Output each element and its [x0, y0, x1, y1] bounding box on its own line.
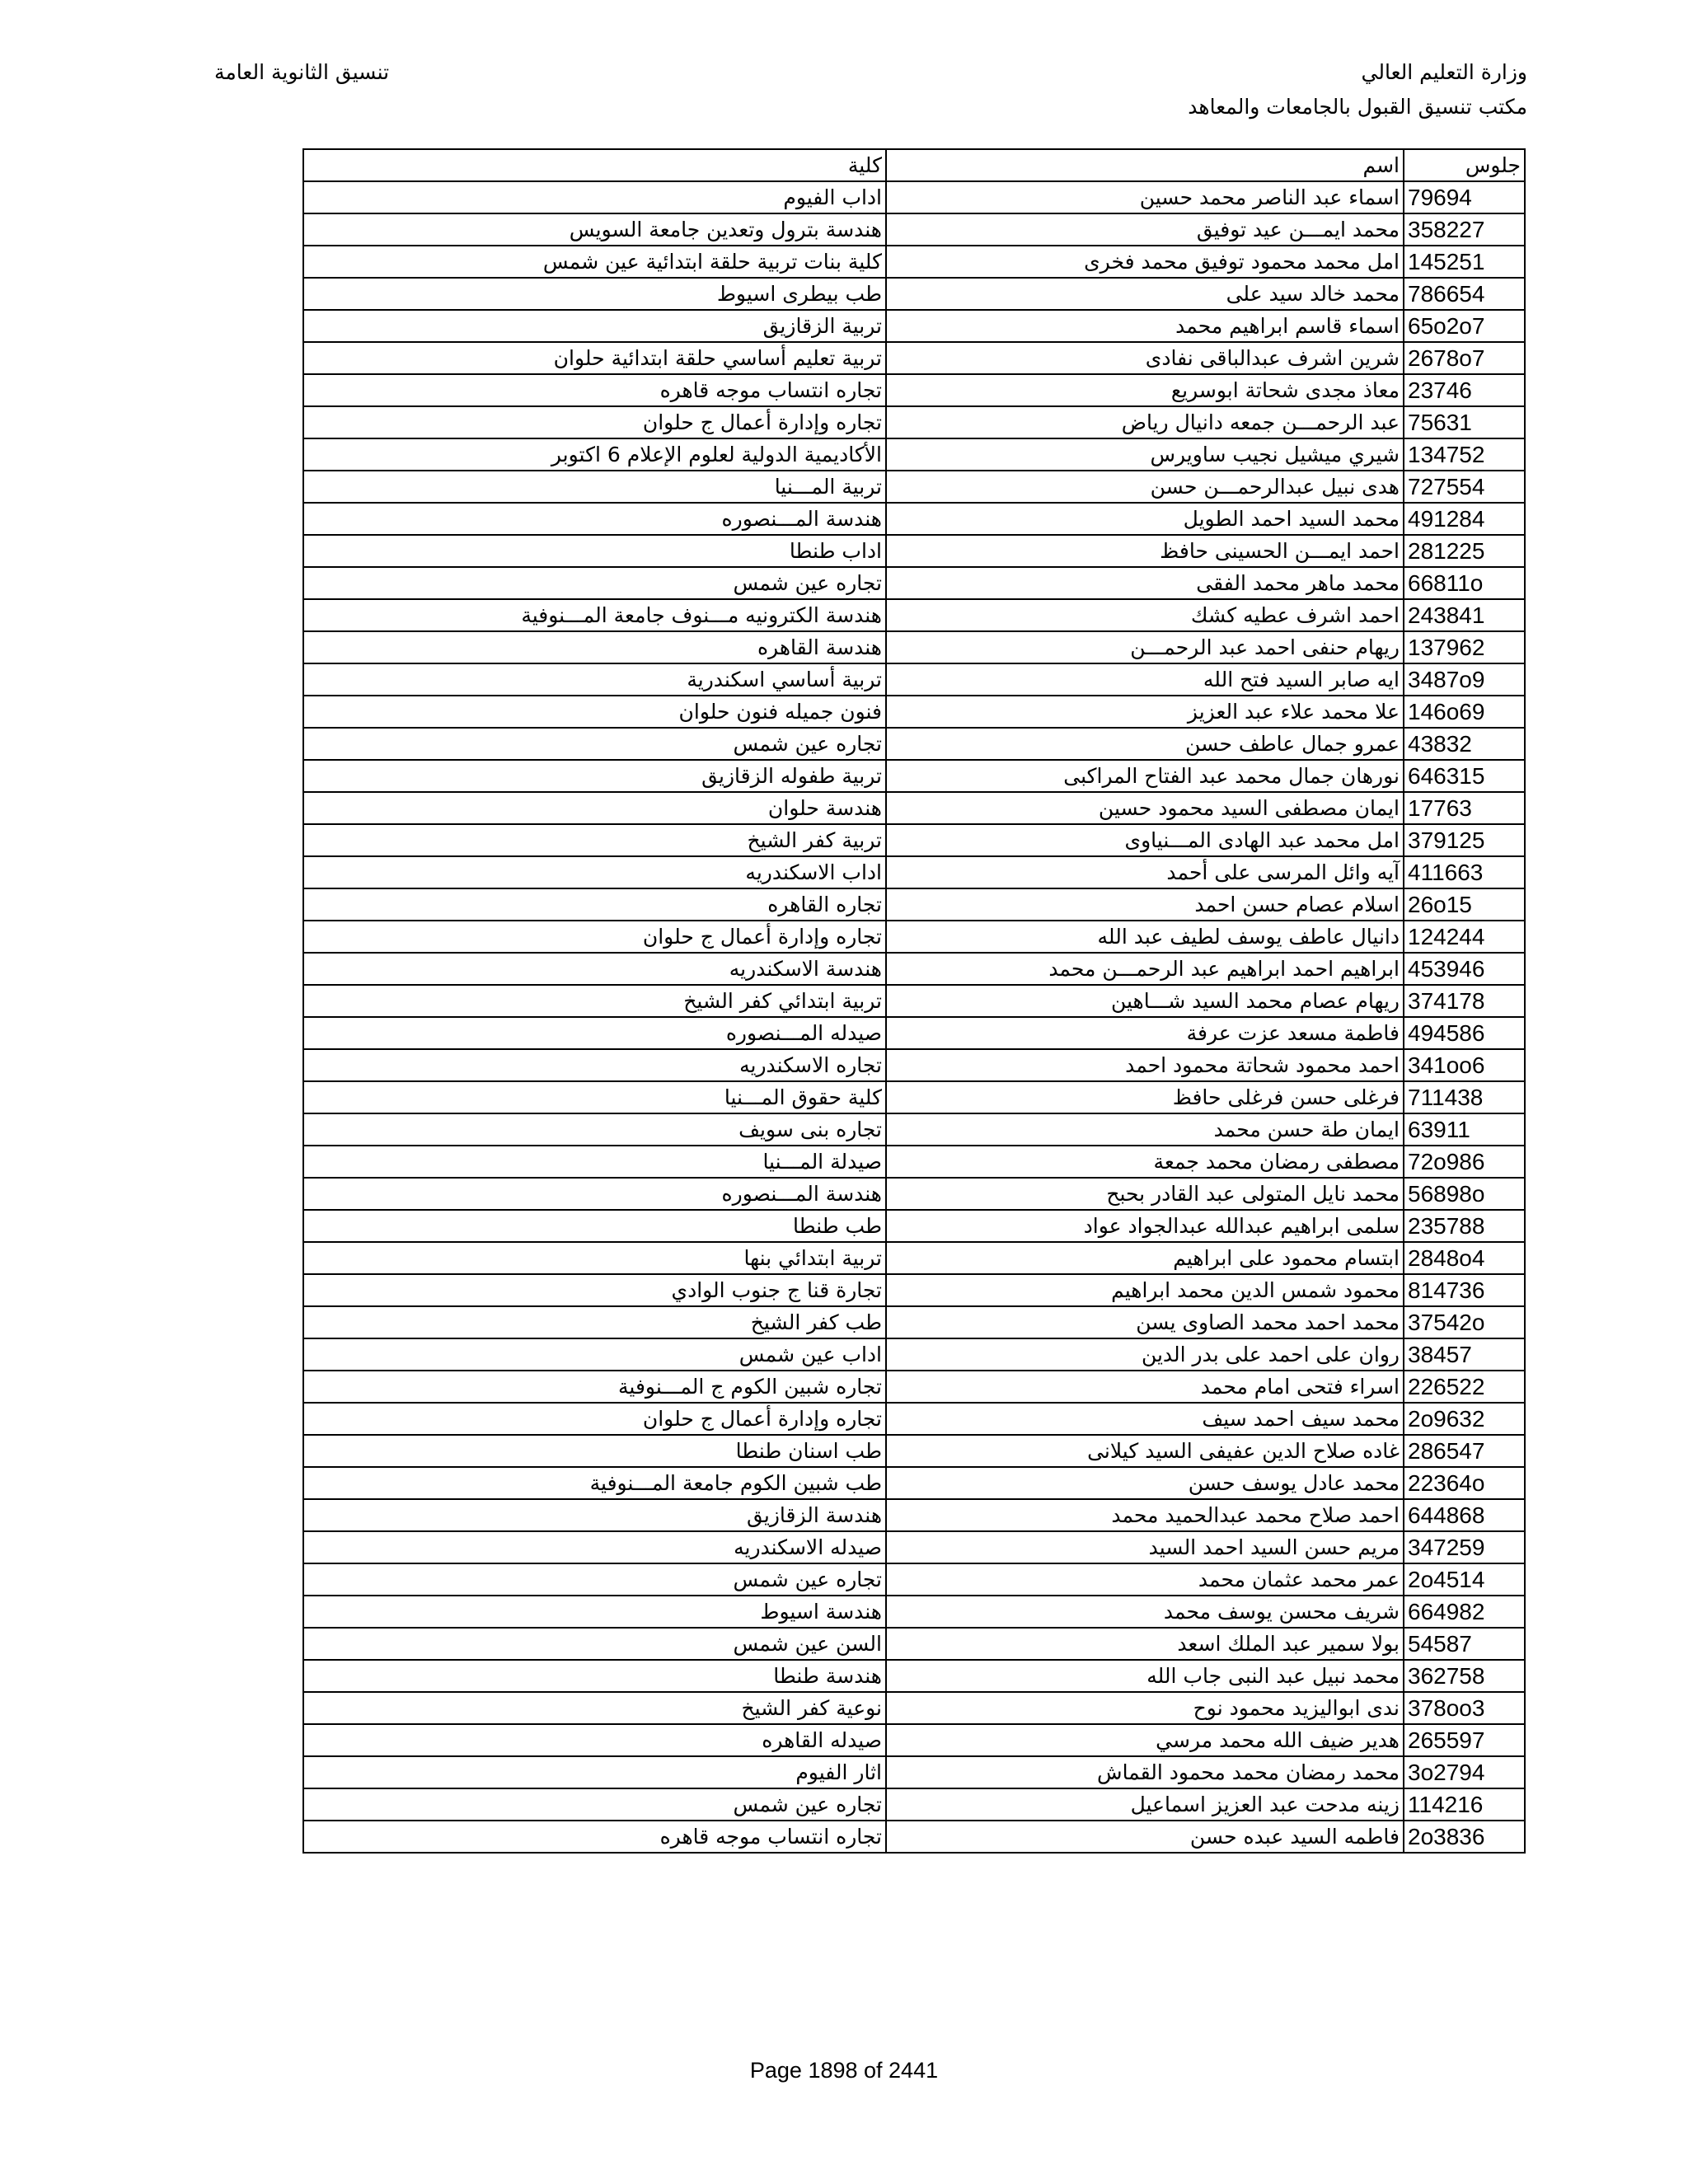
- student-name-cell: عمرو جمال عاطف حسن: [886, 728, 1404, 760]
- faculty-cell: اداب عين شمس: [303, 1338, 886, 1371]
- column-header-name: اسم: [886, 149, 1404, 181]
- student-name-cell: ابراهيم احمد ابراهيم عبد الرحمـــن محمد: [886, 953, 1404, 985]
- table-row: [303, 342, 1525, 374]
- student-name-cell: محمد خالد سيد على: [886, 278, 1404, 310]
- table-row: [303, 1821, 1525, 1853]
- seat-number-cell: 134752: [1404, 438, 1525, 471]
- faculty-cell: تربية أساسي اسكندرية: [303, 663, 886, 696]
- seat-number-cell: 286547: [1404, 1435, 1525, 1467]
- faculty-cell: صيدله الاسكندريه: [303, 1531, 886, 1563]
- student-name-cell: عمر محمد عثمان محمد: [886, 1563, 1404, 1596]
- seat-number-cell: 664982: [1404, 1596, 1525, 1628]
- student-name-cell: محمد ايمـــن عيد توفيق: [886, 213, 1404, 246]
- seat-number-cell: 17763: [1404, 792, 1525, 824]
- faculty-cell: طب بيطرى اسيوط: [303, 278, 886, 310]
- table-row: [303, 503, 1525, 535]
- student-name-cell: اسماء قاسم ابراهيم محمد: [886, 310, 1404, 342]
- faculty-cell: تجاره عين شمس: [303, 1563, 886, 1596]
- table-row: [303, 1113, 1525, 1146]
- seat-number-cell: 494586: [1404, 1017, 1525, 1049]
- seat-number-cell: 54587: [1404, 1628, 1525, 1660]
- faculty-cell: طب اسنان طنطا: [303, 1435, 886, 1467]
- seat-number-cell: 646315: [1404, 760, 1525, 792]
- faculty-cell: تجاره وإدارة أعمال ج حلوان: [303, 1403, 886, 1435]
- table-row: [303, 1146, 1525, 1178]
- faculty-cell: تجاره شبين الكوم ج المـــنوفية: [303, 1371, 886, 1403]
- seat-number-cell: 378oo3: [1404, 1692, 1525, 1724]
- column-header-seat: جلوس: [1404, 149, 1525, 181]
- faculty-cell: كلية بنات تربية حلقة ابتدائية عين شمس: [303, 246, 886, 278]
- table-row: [303, 1210, 1525, 1242]
- table-row: [303, 1563, 1525, 1596]
- seat-number-cell: 23746: [1404, 374, 1525, 406]
- faculty-cell: فنون جميله فنون حلوان: [303, 696, 886, 728]
- table-row: [303, 921, 1525, 953]
- student-name-cell: نورهان جمال محمد عبد الفتاح المراكبى: [886, 760, 1404, 792]
- faculty-cell: تجاره عين شمس: [303, 567, 886, 599]
- table-row: [303, 1274, 1525, 1306]
- faculty-cell: اداب الاسكندريه: [303, 856, 886, 888]
- table-row: [303, 824, 1525, 856]
- seat-number-cell: 265597: [1404, 1724, 1525, 1756]
- faculty-cell: تربية طفوله الزقازيق: [303, 760, 886, 792]
- faculty-cell: هندسة المـــنصوره: [303, 1178, 886, 1210]
- student-name-cell: غاده صلاح الدين عفيفى السيد كيلانى: [886, 1435, 1404, 1467]
- seat-number-cell: 37542o: [1404, 1306, 1525, 1338]
- seat-number-cell: 814736: [1404, 1274, 1525, 1306]
- faculty-cell: اثار الفيوم: [303, 1756, 886, 1788]
- faculty-cell: تجاره انتساب موجه قاهره: [303, 374, 886, 406]
- student-name-cell: محمود شمس الدين محمد ابراهيم: [886, 1274, 1404, 1306]
- faculty-cell: هندسة الاسكندريه: [303, 953, 886, 985]
- table-row: [303, 1467, 1525, 1499]
- document-title: تنسيق الثانوية العامة: [214, 60, 390, 84]
- faculty-cell: هندسة القاهره: [303, 631, 886, 663]
- faculty-cell: اداب طنطا: [303, 535, 886, 567]
- faculty-cell: هندسة اسيوط: [303, 1596, 886, 1628]
- faculty-cell: هندسة حلوان: [303, 792, 886, 824]
- seat-number-cell: 66811o: [1404, 567, 1525, 599]
- faculty-cell: تجاره عين شمس: [303, 728, 886, 760]
- seat-number-cell: 491284: [1404, 503, 1525, 535]
- table-row: [303, 213, 1525, 246]
- student-name-cell: محمد سيف احمد سيف: [886, 1403, 1404, 1435]
- faculty-cell: هندسة الكترونيه مـــنوف جامعة المـــنوفية: [303, 599, 886, 631]
- student-name-cell: علا محمد علاء عبد العزيز: [886, 696, 1404, 728]
- seat-number-cell: 2o4514: [1404, 1563, 1525, 1596]
- student-name-cell: محمد ماهر محمد الفقى: [886, 567, 1404, 599]
- seat-number-cell: 347259: [1404, 1531, 1525, 1563]
- faculty-cell: تجاره عين شمس: [303, 1788, 886, 1821]
- faculty-cell: تجاره وإدارة أعمال ج حلوان: [303, 921, 886, 953]
- seat-number-cell: 362758: [1404, 1660, 1525, 1692]
- table-row: [303, 1081, 1525, 1113]
- table-row: [303, 1178, 1525, 1210]
- faculty-cell: صيدلة المـــنيا: [303, 1146, 886, 1178]
- seat-number-cell: 453946: [1404, 953, 1525, 985]
- table-row: [303, 246, 1525, 278]
- table-row: [303, 1371, 1525, 1403]
- student-name-cell: ريهام حنفى احمد عبد الرحمـــن: [886, 631, 1404, 663]
- student-name-cell: محمد رمضان محمد محمود القماش: [886, 1756, 1404, 1788]
- faculty-cell: كلية حقوق المـــنيا: [303, 1081, 886, 1113]
- student-name-cell: فرغلى حسن فرغلى حافظ: [886, 1081, 1404, 1113]
- faculty-cell: هندسة طنطا: [303, 1660, 886, 1692]
- table-row: [303, 1403, 1525, 1435]
- faculty-cell: اداب الفيوم: [303, 181, 886, 213]
- seat-number-cell: 786654: [1404, 278, 1525, 310]
- faculty-cell: تجارة قنا ج جنوب الوادي: [303, 1274, 886, 1306]
- seat-number-cell: 2678o7: [1404, 342, 1525, 374]
- student-name-cell: شرين اشرف عبدالباقى نفادى: [886, 342, 1404, 374]
- student-name-cell: امل محمد محمود توفيق محمد فخرى: [886, 246, 1404, 278]
- faculty-cell: تربية الزقازيق: [303, 310, 886, 342]
- faculty-cell: طب كفر الشيخ: [303, 1306, 886, 1338]
- ministry-title: وزارة التعليم العالي: [1361, 60, 1527, 84]
- student-name-cell: معاذ مجدى شحاتة ابوسريع: [886, 374, 1404, 406]
- student-name-cell: مريم حسن السيد احمد السيد: [886, 1531, 1404, 1563]
- faculty-cell: صيدله القاهره: [303, 1724, 886, 1756]
- student-name-cell: هدى نبيل عبدالرحمـــن حسن: [886, 471, 1404, 503]
- results-table-body: [303, 149, 1525, 1853]
- table-row: [303, 1628, 1525, 1660]
- student-name-cell: احمد ايمـــن الحسينى حافظ: [886, 535, 1404, 567]
- student-name-cell: روان على احمد على بدر الدين: [886, 1338, 1404, 1371]
- faculty-cell: تربية المـــنيا: [303, 471, 886, 503]
- student-name-cell: احمد محمود شحاتة محمود احمد: [886, 1049, 1404, 1081]
- page-number: Page 1898 of 2441: [749, 2058, 939, 2083]
- table-row: [303, 728, 1525, 760]
- seat-number-cell: 374178: [1404, 985, 1525, 1017]
- faculty-cell: طب طنطا: [303, 1210, 886, 1242]
- seat-number-cell: 2848o4: [1404, 1242, 1525, 1274]
- table-row: [303, 374, 1525, 406]
- table-row: [303, 953, 1525, 985]
- table-row: [303, 310, 1525, 342]
- faculty-cell: السن عين شمس: [303, 1628, 886, 1660]
- student-name-cell: امل محمد عبد الهادى المـــنياوى: [886, 824, 1404, 856]
- seat-number-cell: 644868: [1404, 1499, 1525, 1531]
- faculty-cell: نوعية كفر الشيخ: [303, 1692, 886, 1724]
- table-row: [303, 1724, 1525, 1756]
- column-header-faculty: كلية: [303, 149, 886, 181]
- faculty-cell: تربية ابتدائي بنها: [303, 1242, 886, 1274]
- student-name-cell: ندى ابواليزيد محمود نوح: [886, 1692, 1404, 1724]
- table-row: [303, 471, 1525, 503]
- student-name-cell: احمد صلاح محمد عبدالحميد محمد: [886, 1499, 1404, 1531]
- faculty-cell: الأكاديمية الدولية لعلوم الإعلام 6 اكتوبر: [303, 438, 886, 471]
- seat-number-cell: 411663: [1404, 856, 1525, 888]
- table-row: [303, 1242, 1525, 1274]
- seat-number-cell: 226522: [1404, 1371, 1525, 1403]
- student-name-cell: محمد احمد محمد الصاوى يسن: [886, 1306, 1404, 1338]
- faculty-cell: صيدله المـــنصوره: [303, 1017, 886, 1049]
- table-row: [303, 663, 1525, 696]
- table-row: [303, 792, 1525, 824]
- results-table: [302, 148, 1526, 1854]
- table-row: [303, 1756, 1525, 1788]
- table-row: [303, 1692, 1525, 1724]
- table-row: [303, 1596, 1525, 1628]
- seat-number-cell: 3o2794: [1404, 1756, 1525, 1788]
- faculty-cell: هندسة بترول وتعدين جامعة السويس: [303, 213, 886, 246]
- seat-number-cell: 235788: [1404, 1210, 1525, 1242]
- student-name-cell: عبد الرحمـــن جمعه دانيال رياض: [886, 406, 1404, 438]
- student-name-cell: دانيال عاطف يوسف لطيف عبد الله: [886, 921, 1404, 953]
- seat-number-cell: 26o15: [1404, 888, 1525, 921]
- faculty-cell: طب شبين الكوم جامعة المـــنوفية: [303, 1467, 886, 1499]
- table-row: [303, 1017, 1525, 1049]
- student-name-cell: اسلام عصام حسن احمد: [886, 888, 1404, 921]
- student-name-cell: فاطمه السيد عبده حسن: [886, 1821, 1404, 1853]
- office-title: مكتب تنسيق القبول بالجامعات والمعاهد: [1188, 95, 1527, 119]
- student-name-cell: اسراء فتحى امام محمد: [886, 1371, 1404, 1403]
- seat-number-cell: 358227: [1404, 213, 1525, 246]
- faculty-cell: هندسة الزقازيق: [303, 1499, 886, 1531]
- seat-number-cell: 137962: [1404, 631, 1525, 663]
- student-name-cell: ايه صابر السيد فتح الله: [886, 663, 1404, 696]
- faculty-cell: تربية ابتدائي كفر الشيخ: [303, 985, 886, 1017]
- table-row: [303, 438, 1525, 471]
- seat-number-cell: 65o2o7: [1404, 310, 1525, 342]
- student-name-cell: ابتسام محمود على ابراهيم: [886, 1242, 1404, 1274]
- seat-number-cell: 63911: [1404, 1113, 1525, 1146]
- student-name-cell: ايمان طة حسن محمد: [886, 1113, 1404, 1146]
- seat-number-cell: 22364o: [1404, 1467, 1525, 1499]
- seat-number-cell: 145251: [1404, 246, 1525, 278]
- student-name-cell: فاطمة مسعد عزت عرفة: [886, 1017, 1404, 1049]
- faculty-cell: تجاره القاهره: [303, 888, 886, 921]
- seat-number-cell: 56898o: [1404, 1178, 1525, 1210]
- seat-number-cell: 727554: [1404, 471, 1525, 503]
- seat-number-cell: 75631: [1404, 406, 1525, 438]
- faculty-cell: تربية تعليم أساسي حلقة ابتدائية حلوان: [303, 342, 886, 374]
- table-row: [303, 760, 1525, 792]
- student-name-cell: محمد نايل المتولى عبد القادر بحبح: [886, 1178, 1404, 1210]
- student-name-cell: شريف محسن يوسف محمد: [886, 1596, 1404, 1628]
- seat-number-cell: 124244: [1404, 921, 1525, 953]
- faculty-cell: تجاره بنى سويف: [303, 1113, 886, 1146]
- table-row: [303, 278, 1525, 310]
- student-name-cell: هدير ضيف الله محمد مرسي: [886, 1724, 1404, 1756]
- seat-number-cell: 341oo6: [1404, 1049, 1525, 1081]
- student-name-cell: سلمى ابراهيم عبدالله عبدالجواد عواد: [886, 1210, 1404, 1242]
- table-row: [303, 1660, 1525, 1692]
- seat-number-cell: 146o69: [1404, 696, 1525, 728]
- seat-number-cell: 114216: [1404, 1788, 1525, 1821]
- seat-number-cell: 43832: [1404, 728, 1525, 760]
- table-row: [303, 567, 1525, 599]
- table-row: [303, 599, 1525, 631]
- student-name-cell: ريهام عصام محمد السيد شـــاهين: [886, 985, 1404, 1017]
- table-row: [303, 1306, 1525, 1338]
- table-row: [303, 535, 1525, 567]
- seat-number-cell: 379125: [1404, 824, 1525, 856]
- student-name-cell: احمد اشرف عطيه كشك: [886, 599, 1404, 631]
- seat-number-cell: 72o986: [1404, 1146, 1525, 1178]
- table-header-row: [303, 149, 1525, 181]
- student-name-cell: آيه وائل المرسى على أحمد: [886, 856, 1404, 888]
- table-row: [303, 888, 1525, 921]
- faculty-cell: هندسة المـــنصوره: [303, 503, 886, 535]
- faculty-cell: تربية كفر الشيخ: [303, 824, 886, 856]
- student-name-cell: بولا سمير عبد الملك اسعد: [886, 1628, 1404, 1660]
- seat-number-cell: 38457: [1404, 1338, 1525, 1371]
- student-name-cell: ايمان مصطفى السيد محمود حسين: [886, 792, 1404, 824]
- table-row: [303, 856, 1525, 888]
- table-row: [303, 985, 1525, 1017]
- seat-number-cell: 2o9632: [1404, 1403, 1525, 1435]
- seat-number-cell: 243841: [1404, 599, 1525, 631]
- faculty-cell: تجاره انتساب موجه قاهره: [303, 1821, 886, 1853]
- table-row: [303, 181, 1525, 213]
- seat-number-cell: 711438: [1404, 1081, 1525, 1113]
- table-row: [303, 631, 1525, 663]
- faculty-cell: تجاره الاسكندريه: [303, 1049, 886, 1081]
- faculty-cell: تجاره وإدارة أعمال ج حلوان: [303, 406, 886, 438]
- table-row: [303, 696, 1525, 728]
- table-row: [303, 1531, 1525, 1563]
- student-name-cell: محمد عادل يوسف حسن: [886, 1467, 1404, 1499]
- table-row: [303, 1499, 1525, 1531]
- student-name-cell: شيري ميشيل نجيب ساويرس: [886, 438, 1404, 471]
- student-name-cell: اسماء عبد الناصر محمد حسين: [886, 181, 1404, 213]
- student-name-cell: مصطفى رمضان محمد جمعة: [886, 1146, 1404, 1178]
- student-name-cell: محمد السيد احمد الطويل: [886, 503, 1404, 535]
- student-name-cell: محمد نبيل عبد النبى جاب الله: [886, 1660, 1404, 1692]
- table-row: [303, 1338, 1525, 1371]
- table-row: [303, 1788, 1525, 1821]
- seat-number-cell: 79694: [1404, 181, 1525, 213]
- table-row: [303, 1049, 1525, 1081]
- student-name-cell: زينه مدحت عبد العزيز اسماعيل: [886, 1788, 1404, 1821]
- table-row: [303, 406, 1525, 438]
- seat-number-cell: 281225: [1404, 535, 1525, 567]
- seat-number-cell: 3487o9: [1404, 663, 1525, 696]
- seat-number-cell: 2o3836: [1404, 1821, 1525, 1853]
- table-row: [303, 1435, 1525, 1467]
